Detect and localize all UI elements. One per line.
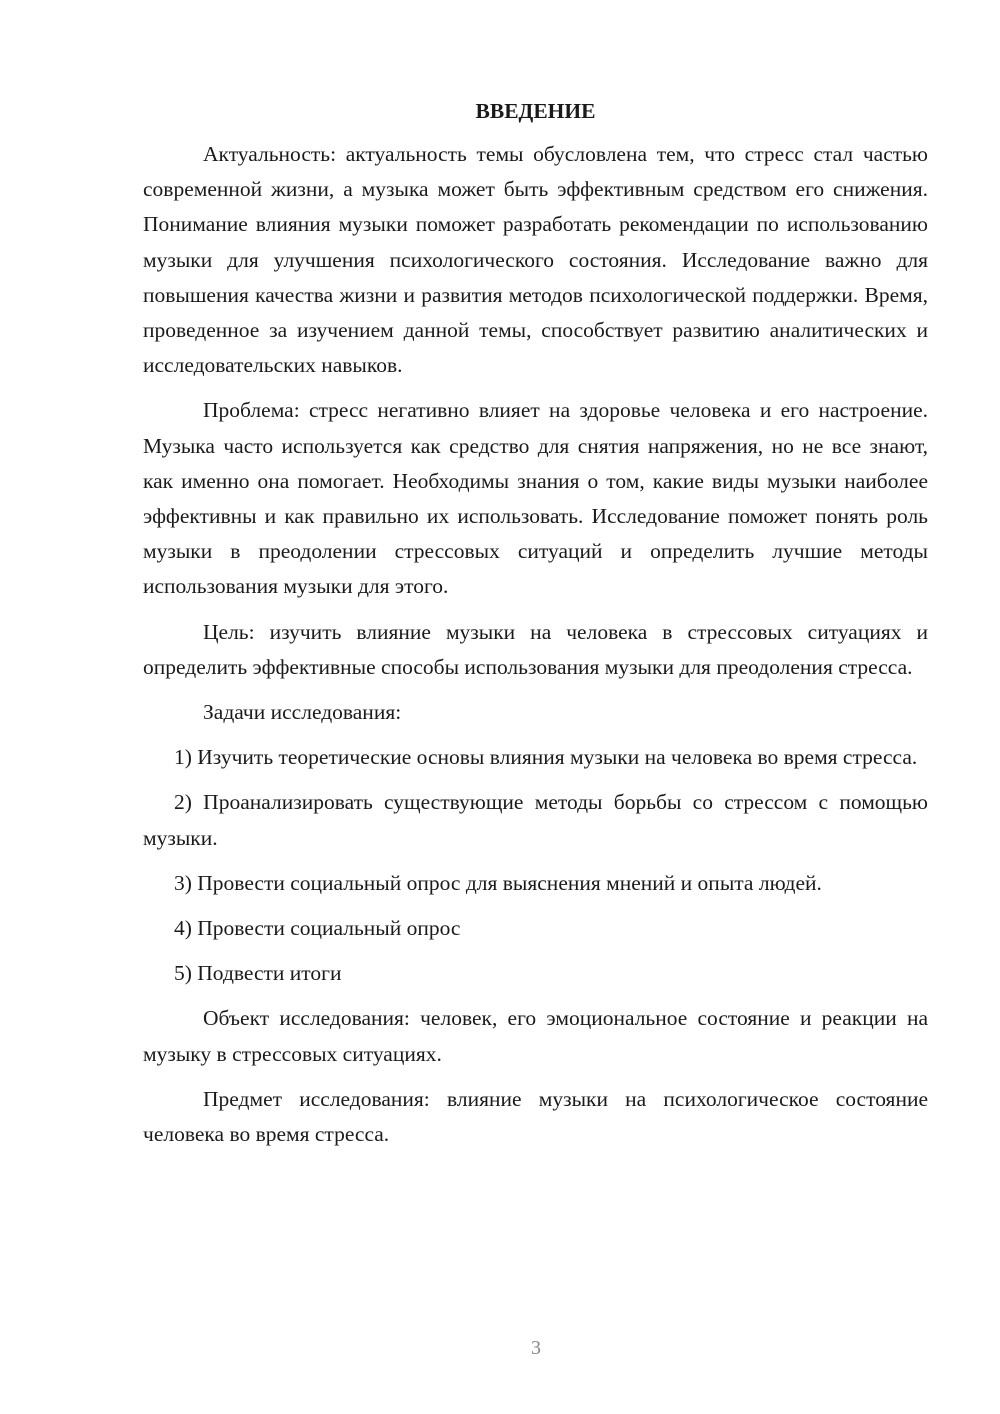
goal-paragraph: Цель: изучить влияние музыки на человека в стрессовых ситуациях и определить эффективные способы использования музыки для преодоления стресса.: [143, 619, 928, 679]
page-content: [143, 95, 928, 1162]
research-object-paragraph: Объект исследования: человек, его эмоциональное состояние и реакции на музыку в стрессовых ситуациях.: [143, 1006, 928, 1066]
task-item: 2) Проанализировать существующие методы борьбы со стрессом с помощью музыки.: [143, 790, 928, 850]
task-item: 5) Подвести итоги: [174, 961, 342, 986]
research-subject-paragraph: Предмет исследования: влияние музыки на психологическое состояние человека во время стресса.: [143, 1086, 928, 1147]
tasks-heading: Задачи исследования:: [203, 700, 402, 725]
task-item: 4) Провести социальный опрос: [174, 916, 461, 941]
task-item: 3) Провести социальный опрос для выяснения мнений и опыта людей.: [174, 870, 822, 895]
relevance-paragraph: Актуальность: актуальность темы обусловлена тем, что стресс стал частью современной жизни, а музыка может быть эффективным средством его снижения. Понимание влияния музыки поможет разработать рекомендации по использованию музыки для улучшения психологического состояния. Исследование важно для повышения качества жизни и развития методов психологической поддержки. Время, проведенное за изучением данной темы, способствует развитию аналитических и исследовательских навыков.: [143, 142, 928, 378]
task-item: 1) Изучить теоретические основы влияния музыки на человека во время стресса.: [174, 745, 918, 770]
problem-paragraph: Проблема: стресс негативно влияет на здоровье человека и его настроение. Музыка часто используется как средство для снятия напряжения, но не все знают, как именно она помогает. Необходимы знания о том, какие виды музыки наиболее эффективны и как правильно их использовать. Исследование поможет понять роль музыки в преодолении стрессовых ситуаций и определить лучшие методы использования музыки для этого.: [143, 398, 928, 599]
page-title: ВВЕДЕНИЕ: [475, 99, 596, 123]
page-number: 3: [531, 1337, 541, 1359]
